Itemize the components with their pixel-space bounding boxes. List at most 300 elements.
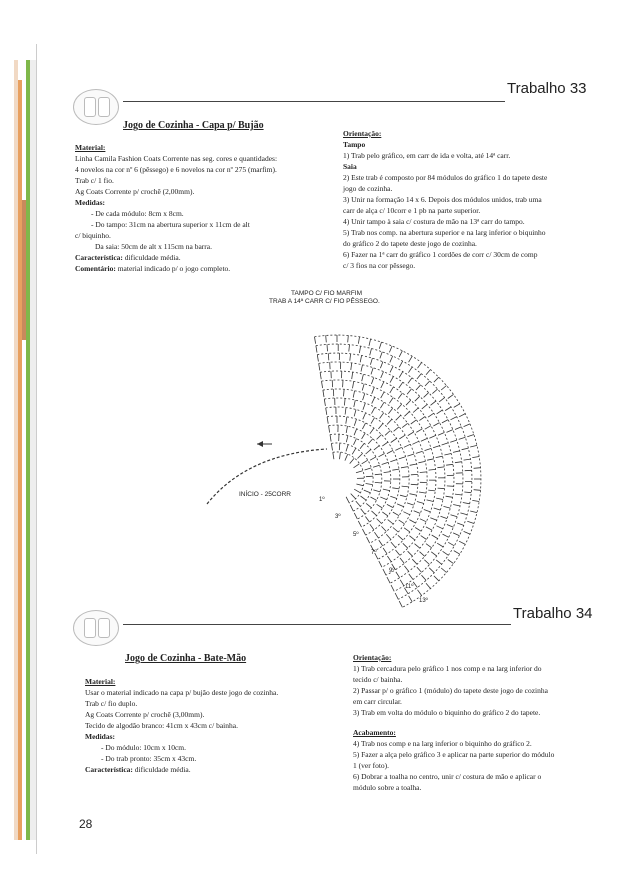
stitch-mark	[416, 451, 423, 453]
caracteristica-label: Característica:	[85, 765, 133, 774]
stitch-mark	[429, 469, 436, 470]
medidas-line: - De cada módulo: 8cm x 8cm.	[91, 209, 184, 218]
stitch-mark	[404, 444, 410, 447]
stitch-mark	[320, 372, 321, 379]
acabamento-label: Acabamento:	[353, 728, 396, 737]
stitch-mark	[418, 363, 422, 369]
stitch-mark	[420, 519, 426, 522]
stitch-mark	[422, 404, 427, 409]
medidas-line: - Do trab pronto: 35cm x 43cm.	[101, 754, 197, 763]
badge-leaf	[98, 97, 110, 117]
orientacao-line: 4) Unir tampo à saia c/ costura de mão na 13ª carr do tampo.	[343, 217, 525, 226]
row-label: 1º	[319, 497, 325, 503]
stitch-mark	[383, 489, 390, 491]
stitch-mark	[356, 484, 363, 486]
stitch-mark	[354, 513, 357, 519]
stitch-mark	[370, 349, 372, 356]
stitch-mark	[373, 490, 380, 492]
stitch-mark	[418, 590, 422, 596]
stitch-mark	[379, 454, 385, 457]
stitch-mark	[346, 417, 347, 424]
stitch-mark	[330, 435, 331, 442]
stitch-mark	[436, 560, 442, 564]
stitch-mark	[382, 442, 388, 446]
stitch-mark	[400, 558, 404, 563]
stitch-mark	[448, 542, 454, 546]
stitch-mark	[467, 435, 474, 437]
stitch-mark	[353, 391, 354, 398]
stitch-mark	[409, 574, 413, 580]
stitch-mark	[392, 488, 399, 489]
stitch-mark	[362, 423, 365, 429]
stitch-mark	[393, 528, 398, 533]
page-edge-stack	[0, 60, 36, 840]
stitch-mark	[378, 424, 383, 429]
stitch-mark	[346, 426, 347, 433]
stitch-mark	[464, 531, 470, 534]
stitch-mark	[352, 448, 356, 454]
stitch-mark	[417, 502, 424, 504]
stitch-mark	[323, 390, 324, 397]
stitch-mark	[415, 544, 420, 549]
stitch-mark	[379, 540, 383, 546]
stitch-mark	[428, 490, 435, 491]
stitch-mark	[350, 505, 353, 511]
stitch-mark	[370, 524, 374, 530]
stitch-mark	[421, 536, 427, 540]
stitch-mark	[454, 551, 460, 555]
stitch-mark	[424, 560, 429, 565]
stitch-mark	[406, 400, 411, 405]
stitch-mark	[399, 457, 406, 459]
stitch-mark	[380, 362, 383, 369]
acabamento-line: 6) Dobrar a toalha no centro, unir c/ costura de mão e aplicar o	[353, 772, 542, 781]
stitch-mark	[362, 433, 366, 439]
material-block-34	[85, 676, 278, 775]
orientacao-line: 6) Fazer na 1ª carr do gráfico 1 cordões de corr c/ 30cm de comp	[343, 250, 538, 259]
stitch-mark	[326, 335, 327, 342]
material-line: Trab c/ 1 fio.	[75, 176, 114, 185]
stitch-mark	[381, 382, 384, 388]
stitch-mark	[429, 435, 435, 438]
orientacao-block-34	[353, 652, 554, 793]
stitch-mark	[362, 529, 365, 535]
stitch-mark	[415, 396, 420, 401]
stitch-mark	[324, 399, 325, 406]
stitch-mark	[455, 462, 462, 463]
stitch-mark	[401, 467, 408, 468]
stitch-mark	[394, 427, 399, 432]
section-heading-34: Jogo de Cozinha - Bate-Mão	[125, 653, 247, 664]
stitch-mark	[382, 512, 388, 516]
stitch-mark	[424, 393, 429, 398]
stitch-mark	[367, 537, 370, 543]
stitch-mark	[444, 454, 451, 456]
stitch-mark	[368, 439, 373, 444]
stitch-mark	[433, 423, 439, 426]
stitch-mark	[397, 504, 403, 507]
stitch-mark	[371, 418, 375, 424]
orientacao-label: Orientação:	[343, 129, 382, 138]
stitch-mark	[436, 498, 443, 499]
stitch-mark	[439, 398, 445, 402]
stitch-mark	[372, 407, 375, 413]
section-title-33: Trabalho 33	[507, 80, 587, 97]
row-label: 3º	[335, 514, 341, 520]
diagram-title-1: TAMPO C/ FIO MARFIM	[291, 290, 363, 297]
stitch-mark	[380, 352, 382, 359]
stitch-mark	[383, 548, 387, 554]
stitch-mark	[388, 520, 394, 524]
stitch-mark	[455, 494, 462, 495]
stitch-mark	[354, 489, 360, 493]
stitch-mark	[426, 370, 431, 375]
stitch-mark	[398, 393, 402, 399]
section-title-34: Trabalho 34	[513, 605, 593, 622]
stitch-mark	[362, 374, 364, 381]
stitch-mark	[447, 430, 453, 433]
stitch-mark	[389, 346, 392, 352]
stitch-mark	[390, 377, 393, 383]
stitch-mark	[391, 542, 396, 547]
stitch-mark	[356, 501, 361, 506]
stitch-mark	[412, 441, 418, 444]
stitch-mark	[408, 432, 414, 436]
comentario-label: Comentário:	[75, 264, 116, 273]
stitch-mark	[365, 517, 369, 523]
stitch-mark	[403, 543, 408, 548]
stitch-mark	[457, 523, 464, 525]
stitch-mark	[411, 420, 417, 424]
stitch-mark	[358, 337, 359, 344]
orientacao-line: 2) Passar p/ o gráfico 1 (módulo) do tapete deste jogo de cozinha	[353, 686, 548, 695]
stitch-mark	[434, 377, 439, 382]
stitch-mark	[459, 541, 465, 544]
stitch-mark	[399, 361, 402, 367]
stitch-mark	[339, 443, 340, 450]
stitch-mark	[346, 497, 349, 503]
stitch-mark	[333, 452, 334, 459]
stitch-mark	[404, 528, 410, 532]
stitch-mark	[448, 394, 454, 398]
stitch-mark	[363, 413, 366, 419]
orientacao-label: Orientação:	[353, 653, 392, 662]
material-line: Usar o material indicado na capa p/ bujão deste jogo de cozinha.	[85, 688, 279, 697]
material-line: Ag Coats Corrente p/ crochê (3,00mm).	[85, 710, 205, 719]
stitch-mark	[407, 503, 414, 505]
stitch-mark	[451, 515, 458, 517]
stitch-mark	[426, 583, 431, 588]
stitch-mark	[453, 505, 460, 507]
stitch-mark	[375, 474, 382, 475]
stitch-mark	[399, 435, 405, 439]
stitch-mark	[391, 585, 394, 591]
stitch-mark	[315, 337, 316, 344]
stitch-mark	[381, 392, 384, 398]
stitch-mark	[429, 568, 434, 573]
stitch-mark	[384, 472, 391, 473]
stitch-mark	[354, 439, 357, 445]
stitch-mark	[349, 345, 350, 352]
stitch-mark	[366, 503, 371, 507]
stitch-mark	[331, 443, 332, 450]
medidas-line: - Do módulo: 10cm x 10cm.	[101, 743, 186, 752]
row-arc	[330, 434, 382, 519]
medidas-line: c/ biquinho.	[75, 231, 111, 240]
stitch-mark	[412, 559, 417, 564]
stitch-mark	[399, 351, 402, 357]
stitch-mark	[351, 494, 356, 499]
stitch-mark	[371, 368, 373, 375]
stitch-mark	[448, 560, 454, 564]
stitch-mark	[399, 601, 402, 607]
stitch-mark	[441, 386, 446, 391]
stitch-mark	[453, 533, 459, 536]
stitch-mark	[437, 543, 443, 547]
stitch-mark	[391, 439, 397, 443]
stitch-mark	[443, 551, 449, 555]
stitch-mark	[396, 572, 400, 578]
stitch-mark	[425, 381, 430, 386]
badge-leaf	[84, 97, 96, 117]
orientacao-line: 1) Trab cercadura pelo gráfico 1 nos comp e na larg inferior do	[353, 664, 542, 673]
stitch-mark	[398, 535, 403, 540]
stitch-mark	[348, 335, 349, 342]
stitch-mark	[392, 469, 399, 470]
stitch-mark	[390, 366, 393, 372]
tampo-line: 1) Trab pelo gráfico, em carr de ida e volta, até 14ª carr.	[343, 151, 511, 160]
stitch-mark	[395, 447, 401, 450]
caracteristica-label: Característica:	[75, 253, 123, 262]
stitch-mark	[377, 519, 382, 524]
stitch-mark	[350, 354, 351, 361]
acabamento-line: módulo sobre a toalha.	[353, 783, 422, 792]
diagram-title-2: TRAB A 14ª CARR C/ FIO PÊSSEGO.	[269, 298, 380, 305]
stitch-mark	[419, 417, 425, 421]
row-arc	[315, 335, 481, 607]
stitch-mark	[399, 520, 405, 524]
section-rule	[123, 101, 505, 102]
stitch-mark	[454, 404, 460, 408]
stitch-mark	[442, 420, 448, 423]
stitch-mark	[354, 429, 357, 436]
material-label: Material:	[85, 677, 116, 686]
spacer	[353, 718, 554, 727]
thumbnail-badge	[73, 89, 119, 125]
stitch-mark	[428, 413, 434, 417]
stitch-mark	[418, 461, 425, 462]
stitch-mark	[459, 437, 466, 439]
stitch-mark	[455, 427, 462, 430]
stitch-mark	[426, 527, 432, 530]
stitch-mark	[462, 448, 469, 450]
stitch-mark	[413, 582, 417, 588]
stitch-mark	[453, 451, 460, 453]
stitch-mark	[371, 378, 373, 385]
stitch-mark	[450, 440, 457, 442]
stitch-mark	[438, 433, 444, 436]
stitch-mark	[422, 575, 427, 580]
stitch-mark	[388, 408, 392, 414]
stitch-mark	[344, 389, 345, 396]
stitch-mark	[366, 484, 373, 485]
orientacao-line: 2) Este trab é composto por 84 módulos do gráfico 1 do tapete deste	[343, 173, 548, 182]
stitch-mark	[382, 526, 387, 531]
stitch-mark	[340, 452, 341, 459]
tampo-label: Tampo	[343, 140, 366, 149]
stitch-mark	[427, 500, 434, 502]
stitch-mark	[327, 344, 328, 351]
stitch-mark	[344, 398, 345, 405]
stitch-mark	[415, 528, 421, 532]
row-label: 13º	[419, 598, 428, 604]
stitch-mark	[345, 454, 348, 460]
stitch-mark	[408, 367, 412, 373]
stitch-mark	[377, 504, 383, 508]
stitch-mark	[364, 490, 371, 493]
stitch-mark	[417, 567, 422, 572]
stitch-mark	[360, 443, 364, 449]
stitch-mark	[387, 504, 393, 507]
stitch-mark	[361, 365, 363, 372]
stitch-mark	[413, 408, 418, 413]
stitch-mark	[380, 413, 384, 419]
badge-leaf	[98, 618, 110, 638]
stitch-mark	[359, 346, 360, 353]
stitch-mark	[386, 534, 391, 539]
orientacao-line: em carr circular.	[353, 697, 402, 706]
medidas-line: Da saia: 50cm de alt x 115cm na barra.	[95, 242, 212, 251]
stitch-mark	[362, 384, 364, 391]
stitch-mark	[421, 438, 427, 441]
stitch-mark	[387, 556, 391, 562]
stitch-mark	[316, 346, 317, 353]
stitch-mark	[409, 356, 413, 362]
orientacao-line: jogo de cozinha.	[343, 184, 393, 193]
row-arc	[333, 452, 364, 503]
section-rule	[123, 624, 511, 625]
stitch-mark	[427, 459, 434, 460]
stitch-mark	[363, 393, 365, 400]
stitch-mark	[441, 568, 446, 573]
row-label: 5º	[353, 532, 359, 538]
stitch-mark	[317, 355, 318, 362]
stitch-mark	[474, 490, 481, 491]
stitch-mark	[411, 484, 418, 485]
stitch-mark	[472, 457, 479, 458]
arrow-head	[257, 441, 263, 447]
stitch-mark	[431, 552, 437, 556]
magazine-page	[36, 44, 633, 854]
stitch-mark	[381, 372, 384, 378]
stitch-mark	[375, 482, 382, 483]
stitch-mark	[374, 446, 380, 450]
material-line: Trab c/ fio duplo.	[85, 699, 138, 708]
stitch-mark	[351, 363, 352, 370]
stitch-mark	[358, 521, 361, 527]
stitch-mark	[420, 472, 427, 473]
stitch-mark	[399, 372, 403, 378]
stitch-mark	[474, 468, 481, 469]
stitch-mark	[369, 339, 371, 346]
material-line: Ag Coats Corrente p/ crochê (2,00mm).	[75, 187, 195, 196]
stitch-mark	[463, 503, 470, 504]
stitch-mark	[373, 465, 380, 467]
stitch-mark	[383, 569, 386, 575]
stitch-mark	[445, 407, 451, 411]
stitch-mark	[446, 464, 453, 465]
stitch-mark	[400, 580, 404, 586]
row-label: 11º	[405, 584, 414, 590]
stitch-mark	[379, 561, 382, 567]
stitch-mark	[446, 496, 453, 497]
material-block-33	[75, 142, 277, 274]
stitch-mark	[399, 382, 403, 388]
acabamento-line: 4) Trab nos comp e na larg inferior o biquinho do gráfico 2.	[353, 739, 532, 748]
stitch-mark	[370, 428, 374, 434]
caracteristica-text: dificuldade média.	[134, 765, 191, 774]
stitch-mark	[431, 401, 436, 405]
stitch-mark	[365, 468, 372, 470]
acabamento-line: 5) Fazer a alça pelo gráfico 3 e aplicar na parte superior do módulo	[353, 750, 555, 759]
stitch-mark	[402, 423, 408, 427]
stitch-mark	[437, 410, 443, 414]
stitch-mark	[464, 424, 470, 427]
stitch-mark	[441, 516, 448, 518]
stitch-mark	[387, 419, 392, 424]
stitch-mark	[358, 454, 363, 459]
stitch-mark	[417, 374, 421, 379]
stitch-mark	[434, 576, 439, 581]
stitch-mark	[354, 410, 356, 417]
medidas-label: Medidas:	[85, 732, 115, 741]
stitch-mark	[409, 520, 415, 523]
stitch-mark	[354, 419, 356, 426]
stitch-mark	[464, 459, 471, 460]
thumbnail-badge	[73, 610, 119, 646]
orientacao-line: do gráfico 2 do tapete deste jogo de cozinha.	[343, 239, 477, 248]
stitch-mark	[438, 488, 445, 489]
material-label: Material:	[75, 143, 106, 152]
material-line: Linha Camila Fashion Coats Corrente nas seg. cores e quantidades:	[75, 154, 278, 163]
stitch-mark	[404, 566, 408, 572]
stitch-mark	[408, 378, 412, 384]
orientacao-line: c/ 3 fios na cor pêssego.	[343, 261, 416, 270]
stitch-mark	[447, 525, 454, 528]
stitch-mark	[387, 450, 393, 453]
stitch-mark	[345, 408, 346, 415]
stitch-mark	[382, 462, 389, 464]
page-number: 28	[79, 817, 93, 831]
stitch-mark	[400, 495, 407, 497]
stitch-mark	[361, 509, 365, 515]
stitch-mark	[404, 412, 409, 417]
saia-label: Saia	[343, 162, 357, 171]
stitch-mark	[442, 443, 449, 445]
stitch-mark	[385, 431, 390, 436]
stitch-mark	[409, 536, 415, 540]
row-arc	[329, 425, 391, 527]
stitch-mark	[443, 534, 449, 537]
stitch-mark	[390, 387, 394, 393]
stitch-mark	[372, 511, 377, 516]
stitch-mark	[356, 471, 363, 473]
material-line: Tecido de algodão branco: 41cm x 43cm c/ bainha.	[85, 721, 238, 730]
stitch-mark	[419, 492, 426, 493]
stitch-mark	[380, 497, 387, 500]
stitch-mark	[416, 385, 421, 390]
stitch-mark	[459, 414, 465, 417]
